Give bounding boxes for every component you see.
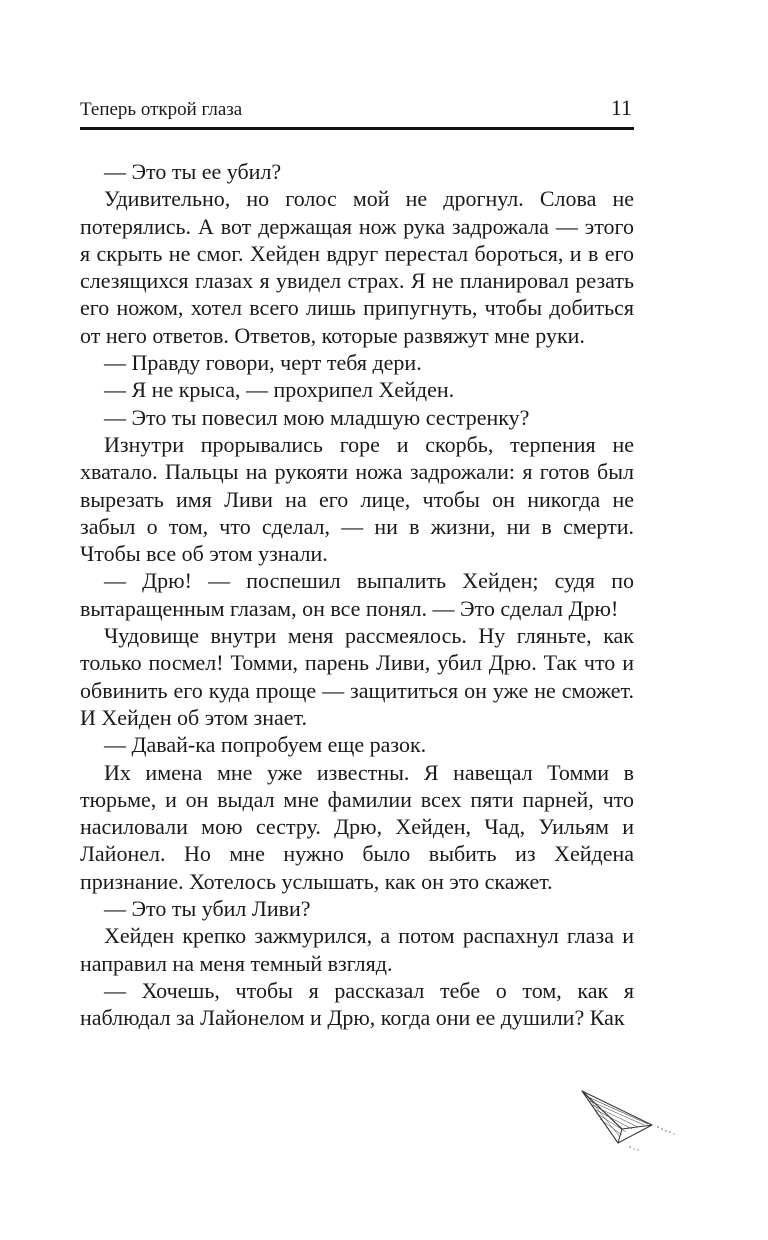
header-rule [80,127,634,130]
paragraph: — Это ты убил Ливи? [104,896,311,922]
paragraph: Хейден крепко зажмурился, а потом распахнул глаза и направил на меня темный взгляд. [80,923,634,976]
paragraph: — Это ты ее убил? [104,159,282,184]
body-text [80,158,634,1032]
paragraph: Удивительно, но голос мой не дрогнул. Слова не потерялись. А вот держащая нож рука задрожала — этого я скрыть не смог. Хейден вдруг перестал бороться, и в его слезящихся глазах я увидел страх. Я не планировал резать его ножом, хотел всего лишь припугнуть, чтобы добиться от него ответов. Ответов, которые развяжут мне руки. [80,186,634,348]
paragraph: — Дрю! — поспешил выпалить Хейден; судя по вытаращенным глазам, он все понял. — Это сделал Дрю! [80,568,634,621]
paragraph: Их имена мне уже известны. Я навещал Томми в тюрьме, и он выдал мне фамилии всех пяти парней, что насиловали мою сестру. Дрю, Хейден, Чад, Уильям и Лайонел. Но мне нужно было выбить из Хейдена признание. Хотелось услышать, как он это скажет. [80,759,634,894]
paragraph: Чудовище внутри меня рассмеялось. Ну гляньте, как только посмел! Томми, парень Ливи, убил Дрю. Так что и обвинить его куда проще — защититься он уже не сможет. И Хейден об этом знает. [80,623,634,730]
paragraph: — Хочешь, чтобы я рассказал тебе о том, как я наблюдал за Лайонелом и Дрю, когда они ее душили? Как [80,977,634,1031]
paper-plane-icon [578,1085,678,1155]
running-title: Теперь открой глаза [80,99,243,120]
page-number: 11 [610,95,632,120]
paragraph: — Это ты повесил мою младшую сестренку? [104,404,530,430]
running-head [80,95,634,125]
paragraph: — Правду говори, черт тебя дери. [104,350,422,376]
paragraph: — Я не крыса, — прохрипел Хейден. [104,377,455,403]
paragraph: — Давай-ка попробуем еще разок. [104,732,427,758]
paragraph: Изнутри прорывались горе и скорбь, терпения не хватало. Пальцы на рукояти ножа задрожали: я готов был вырезать имя Ливи на его лице, чтобы он никогда не забыл о том, что сделал, — ни в жизни, ни в смерти. Чтобы все об этом узнали. [80,431,634,567]
